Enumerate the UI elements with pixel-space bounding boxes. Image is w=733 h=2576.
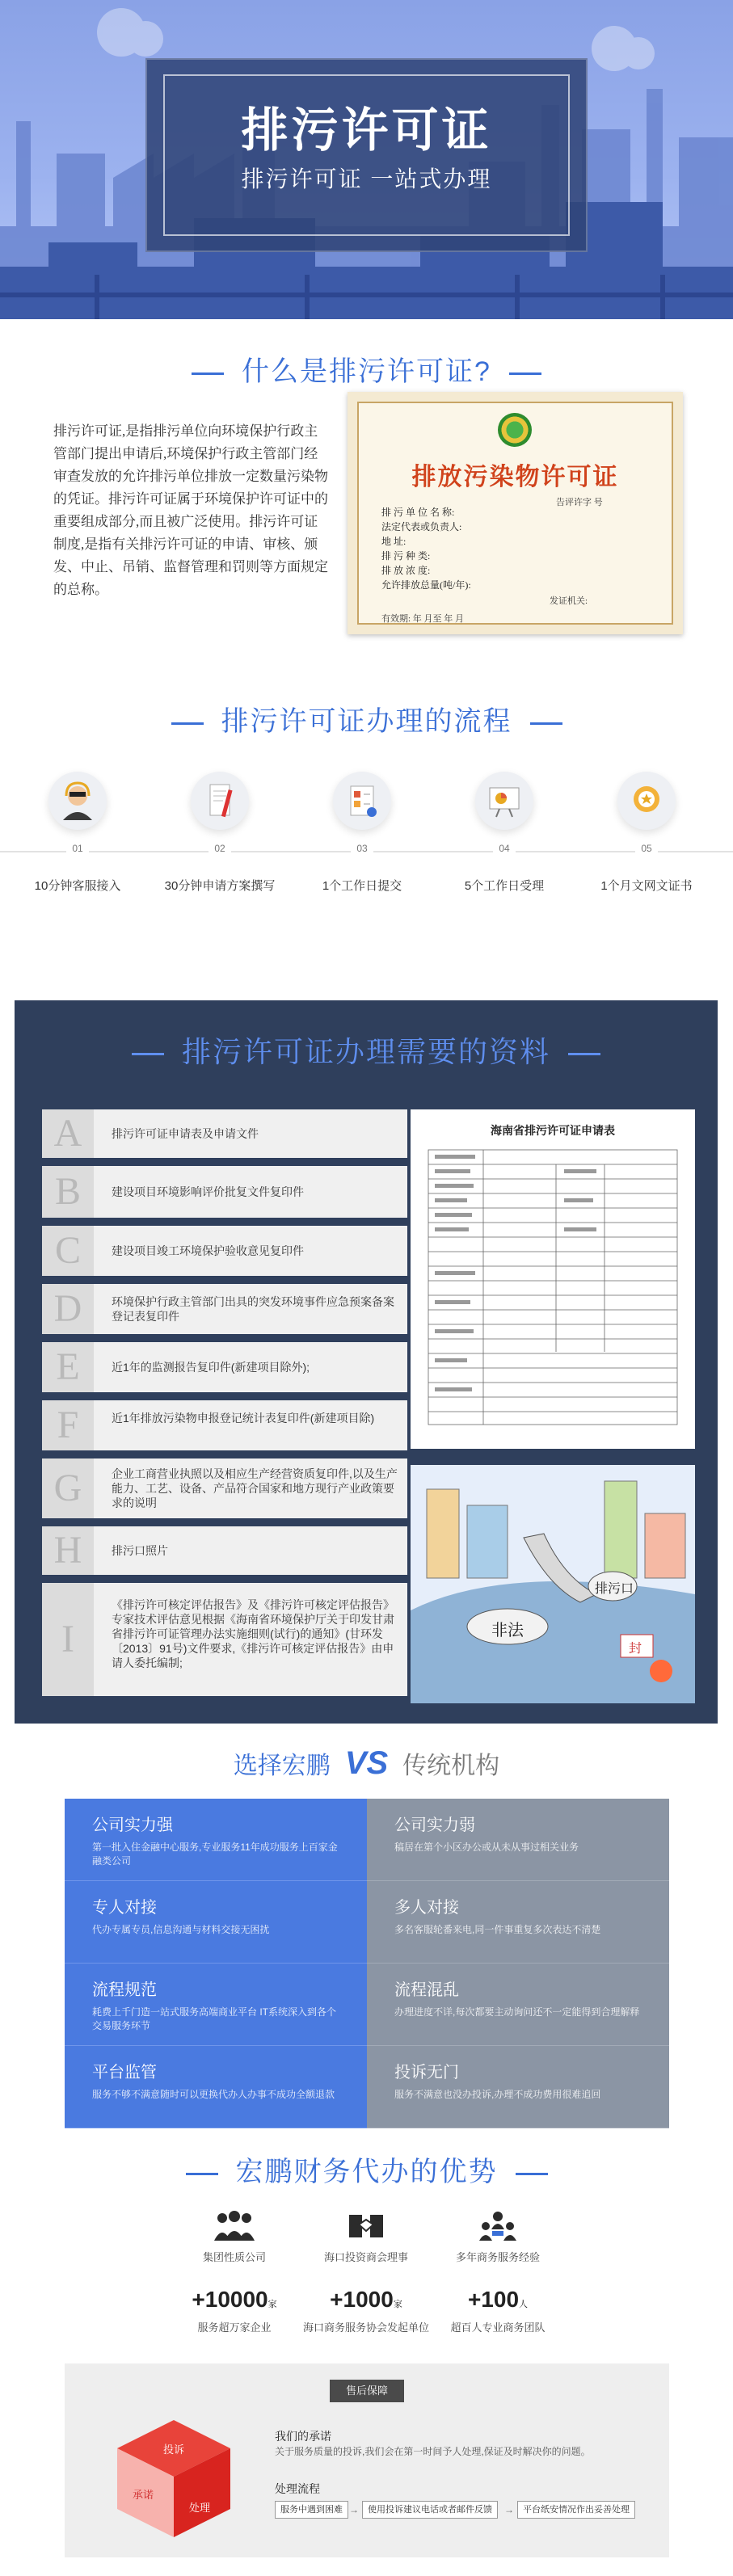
materials-section [15,1000,718,1724]
flow-step: 平台纸安情况作出妥善处理 [517,2501,635,2519]
illustration-label: 非法 [491,1622,524,1639]
illustration-label: 封 [629,1642,642,1656]
material-item [42,1458,407,1518]
material-text: 建设项目环境影响评价批复文件复印件 [112,1185,304,1198]
material-letter: D [42,1284,94,1334]
material-item [42,1400,407,1450]
material-item [42,1526,407,1575]
material-text: 《排污许可核定评估报告》及《排污许可核定评估报告》专家技术评估意见根据《海南省环境保护厅关于印发甘肃省排污许可证管理办法实施细则(试行)的通知》(甘环发〔2013〕91号)文件要求,《排污许可核定评估报告》由申请人委托编制; [112,1598,394,1669]
illegal-discharge-illustration [411,1465,695,1703]
promise-description: 关于服务质量的投诉,我们会在第一时间予人处理,保证及时解决你的问题。 [275,2446,591,2457]
advantage-text: 超百人专业商务团队 [450,2321,546,2334]
advantage-number [401,2287,595,2313]
certificate-line: 排 放 浓 度: [381,565,431,576]
materials-heading: 排污许可证办理需要的资料 [181,1035,550,1068]
material-letter: B [42,1166,94,1218]
process-steps [0,756,733,901]
advantages-heading: 宏鹏财务代办的优势 [235,2157,498,2187]
compare-cell-title: 专人对接 [92,1899,157,1917]
material-letter: H [42,1526,94,1575]
hero-title: 排污许可证 [241,104,492,157]
advantage-number-unit: 家 [393,2300,402,2309]
step-number: 05 [635,843,658,854]
form-title: 海南省排污许可证申请表 [491,1126,615,1138]
compare-cell-title: 投诉无门 [394,2064,459,2081]
compare-cell-traditional [367,1964,669,2046]
material-text: 近1年的监测报告复印件(新建项目除外); [112,1361,310,1374]
material-text: 企业工商营业执照以及相应生产经营资质复印件,以及生产能力、工艺、设备、产品符合国家和地方现行产业政策要求的说明 [112,1467,398,1509]
arrow-right-icon: → [504,2504,514,2515]
process-heading-row [0,699,733,739]
compare-cell-desc: 办理进度不详,每次都要主动询问还不一定能得到合理解释 [394,2006,640,2018]
advantage-item [401,2287,595,2334]
flow-heading: 处理流程 [275,2482,320,2495]
material-text: 建设项目竣工环境保护验收意见复印件 [112,1244,304,1257]
materials-heading-row [15,1029,718,1071]
compare-table [65,1799,669,2128]
material-text: 排污口照片 [112,1544,168,1557]
advantage-text: 服务超万家企业 [197,2321,272,2334]
compare-cell-title: 流程规范 [92,1981,157,1999]
advantage-item [401,2210,595,2264]
compare-cell-ours [65,1881,367,1964]
flow-step: 服务中遇到困难 [275,2501,348,2519]
vs-label: VS [344,1745,389,1781]
material-item [42,1109,407,1158]
certificate-line: 允许排放总量(吨/年): [381,579,471,591]
process-heading: 排污许可证办理的流程 [221,706,512,737]
form-grid-graphic [411,1109,695,1449]
team-icon [476,2210,520,2242]
step-number: 03 [351,843,373,854]
advantage-text: 海口商务服务协会发起单位 [302,2321,429,2334]
compare-cell-ours [65,1799,367,1881]
step-label: 5个工作日受理 [464,879,545,893]
material-item [42,1166,407,1218]
compare-cell-desc: 服务不够不满意随时可以更换代办人办事不成功全额退款 [92,2089,335,2100]
what-heading: 什么是排污许可证? [242,356,491,387]
step-label: 30分钟申请方案撰写 [164,879,276,893]
after-sales-section [65,2363,669,2557]
step-number: 02 [209,843,231,854]
what-heading-row [0,349,733,389]
illustration-label: 排污口 [595,1582,634,1596]
group-icon [213,2210,256,2242]
advantage-number-unit: 人 [519,2300,529,2309]
advantage-text: 海口投资商会理事 [323,2251,408,2263]
compare-cell-title: 平台监管 [92,2064,157,2081]
process-step [291,756,433,893]
compare-cell-title: 流程混乱 [394,1981,459,1999]
material-letter: I [42,1583,94,1696]
advantages-heading-row [0,2149,733,2189]
advantage-number-value: +10000 [192,2287,268,2312]
material-item [42,1583,407,1696]
handshake-icon [344,2210,388,2242]
process-step [149,756,291,893]
compare-left-title: 选择宏鹏 [233,1753,331,1779]
material-item [42,1226,407,1276]
process-step [6,756,149,893]
material-letter: A [42,1109,94,1158]
certificate-badge-icon [617,772,676,830]
material-letter: E [42,1342,94,1392]
advantage-number-value: +100 [467,2287,520,2312]
compare-right-title: 传统机构 [402,1753,500,1779]
hero-subtitle: 排污许可证 一站式办理 [241,166,492,192]
compare-cell-desc: 代办专属专员,信息沟通与材料交接无困扰 [92,1924,270,1935]
flow-step: 使用投诉建议电话或者邮件反馈 [362,2501,498,2519]
hero-banner [0,0,733,319]
advantage-number-value: +1000 [330,2287,394,2312]
material-text: 近1年排放污染物申报登记统计表复印件(新建项目除) [112,1412,375,1425]
material-letter: G [42,1458,94,1518]
certificate-title: 排放污染物许可证 [411,464,619,490]
compare-heading [0,1745,733,1782]
document-pen-icon [191,772,249,830]
certificate-line: 法定代表或负责人: [381,521,462,532]
process-step [575,756,718,893]
step-number: 01 [66,843,89,854]
certificate-line: 地 址: [381,536,407,547]
presentation-board-icon [475,772,533,830]
promise-heading: 我们的承诺 [275,2430,331,2443]
promise-cube-graphic [105,2412,242,2545]
compare-cell-desc: 耗费上千门造一站式服务高端商业平台 IT系统深入到各个交易服务环节 [92,2006,337,2031]
advantage-text: 多年商务服务经验 [455,2251,540,2263]
cube-label-complaint: 投诉 [163,2443,185,2456]
certificate-line: 排 污 单 位 名 称: [381,507,455,518]
hero-title-box [145,58,588,252]
application-form-image [411,1109,695,1449]
material-item [42,1342,407,1392]
what-description: 排污许可证,是指排污单位向环境保护行政主管部门提出申请后,环境保护行政主管部门经审查发放的允许排污单位排放一定数量污染物的凭证。排污许可证属于环境保护许可证中的重要组成部分,而且被广泛使用。排污许可证制度,是指有关排污许可证的申请、审核、颁发、中止、吊销、监督管理和罚则等方面规定的总称。 [53,423,328,597]
compare-cell-ours [65,1964,367,2046]
permit-certificate-image [348,392,683,634]
compare-cell-traditional [367,1799,669,1881]
compare-cell-desc: 第一批入住金融中心服务,专业服务11年成功服务上百家金融类公司 [92,1842,338,1867]
advantage-text: 集团性质公司 [202,2251,266,2263]
material-letter: F [42,1400,94,1450]
material-item [42,1284,407,1334]
compare-cell-desc: 服务不满意也没办投诉,办理不成功费用很难追回 [394,2089,601,2100]
compare-cell-desc: 多名客服轮番来电,同一件事重复多次表达不清楚 [394,1924,601,1935]
compare-cell-traditional [367,2046,669,2128]
material-text: 环境保护行政主管部门出具的突发环境事件应急预案备案登记表复印件 [112,1295,394,1323]
certificate-number: 告评许字 号 [556,498,603,507]
material-letter: C [42,1226,94,1276]
clipboard-icon [333,772,391,830]
cube-label-handle: 处理 [189,2502,211,2514]
step-number: 04 [493,843,516,854]
certificate-validity: 有效期: 年 月至 年 月 [381,614,465,624]
compare-cell-title: 公司实力弱 [394,1816,475,1834]
certificate-issuer: 发证机关: [550,596,588,606]
advantage-number-unit: 家 [268,2300,277,2309]
step-label: 1个工作日提交 [322,879,402,893]
compare-cell-title: 多人对接 [394,1899,459,1917]
after-sales-tag: 售后保障 [330,2380,404,2402]
cube-label-promise: 承诺 [133,2489,154,2501]
compare-cell-traditional [367,1881,669,1964]
compare-cell-ours [65,2046,367,2128]
material-text: 排污许可证申请表及申请文件 [112,1127,259,1140]
customer-service-icon [48,772,107,830]
arrow-right-icon: → [349,2504,359,2515]
emblem-icon [498,413,532,447]
step-label: 1个月文网文证书 [600,879,693,893]
process-step [433,756,575,893]
step-label: 10分钟客服接入 [34,879,121,893]
certificate-line: 排 污 种 类: [381,550,431,562]
compare-cell-desc: 稿居在第个小区办公或从未从事过相关业务 [394,1842,579,1853]
compare-cell-title: 公司实力强 [92,1816,173,1834]
